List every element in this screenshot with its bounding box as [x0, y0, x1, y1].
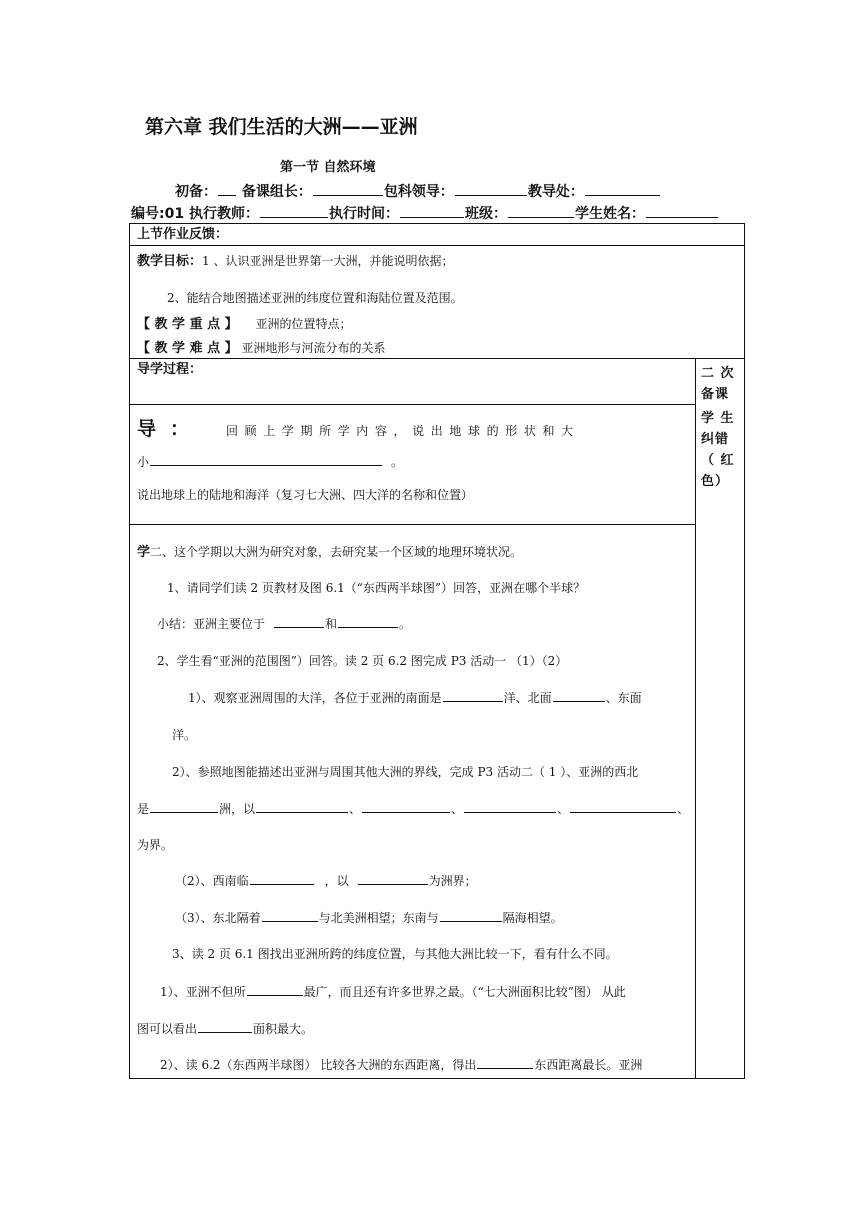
dao-line-2-suffix: 。: [391, 455, 404, 469]
banji-label: 班级：: [464, 206, 507, 222]
chapter-title: 第六章 我们生活的大洲——亚洲: [145, 116, 418, 138]
dao-colon: ：: [170, 418, 190, 440]
section-title: 第一节 自然环境: [280, 160, 376, 175]
q2-2-sep-2: 、: [451, 802, 464, 816]
xue-intro: [137, 545, 522, 560]
xue-summary: [157, 617, 411, 631]
dao-line-2: [137, 455, 403, 469]
zhixing-shijian-label: 执行时间：: [328, 206, 399, 222]
xue-q2-4: [175, 911, 563, 925]
difficulty-label: 【 教 学 难 点 】: [137, 341, 238, 356]
xue-q3: 3、读 2 页 6.1 图找出亚洲所跨的纬度位置，与其他大洲比较一下，看有什么不同。: [172, 947, 618, 961]
beike-zuzhang-label: 备课组长：: [241, 184, 312, 200]
q3-1-b: 最广，而且还有许多世界之最。（“七大洲面积比较”图） 从此: [303, 985, 626, 999]
objectives-line-1: [137, 254, 453, 269]
q2-3-c: 为洲界；: [428, 874, 477, 888]
xue-char: 学: [137, 545, 151, 560]
xue-q2-1: [188, 691, 642, 705]
xue-q3-2: [160, 1058, 642, 1072]
xue-q2-2-d: 为界。: [137, 838, 174, 852]
xue-q2-2-b: [137, 802, 689, 816]
chubei-label: 初备：: [175, 184, 217, 200]
xue-q3-1: [160, 985, 626, 999]
xue-q2-3: [175, 874, 477, 888]
second-prep-label: 二 次 备课: [701, 366, 735, 402]
q2-4-b: 与北美洲相望；东南与: [318, 911, 439, 925]
q2-3-a: （2）、西南临: [175, 874, 249, 888]
correction-label: 学 生 纠错 （ 红 色）: [701, 411, 735, 489]
q3-1-c: 图可以看出: [137, 1022, 198, 1036]
xue-q3-1-c: [137, 1022, 313, 1036]
q2-4-a: （3）、东北隔着: [175, 911, 261, 925]
q2-1-a: 1）、观察亚洲周围的大洋，各位于亚洲的南面是: [188, 691, 442, 705]
q3-2-a: 2）、读 6.2（东西两半球图） 比较各大洲的东西距离，得出: [160, 1058, 477, 1072]
xue-q2-1-d: 洋。: [172, 728, 197, 742]
q2-1-b: 洋、北面: [503, 691, 552, 705]
q2-2-sep-1: 、: [349, 802, 362, 816]
dao-char-text: 导: [137, 418, 157, 440]
jiaodao-chu-label: 教导处：: [527, 184, 584, 200]
xue-q2: 2、学生看“亚洲的范围图”）回答。读 2 页 6.2 图完成 P3 活动一 （1）（2）: [157, 654, 568, 668]
dao-line-1: 回 顾 上 学 期 所 学 内 容 ， 说 出 地 球 的 形 状 和 大: [226, 424, 575, 438]
difficulty-line: [137, 341, 385, 356]
objectives-label: 教学目标：: [137, 254, 203, 269]
header-row-1: [175, 183, 661, 201]
q2-2-sep-3: 、: [557, 802, 570, 816]
summary-end: 。: [399, 617, 412, 631]
q2-2-b: 是: [137, 802, 150, 816]
summary-prefix: 小结：亚洲主要位于: [157, 617, 266, 631]
q2-4-c: 隔海相望。: [502, 911, 563, 925]
xue-q2-2: 2）、参照地图能描述出亚洲与周围其他大洲的界线，完成 P3 活动二（ 1 ）、亚洲的西北: [172, 765, 639, 779]
objective-item-2: 2、能结合地图描述亚洲的纬度位置和海陆位置及范围。: [167, 291, 463, 305]
process-label: 导学过程：: [137, 362, 203, 377]
dao-char: [137, 418, 189, 440]
q2-2-sep-4: 、: [677, 802, 690, 816]
xuesheng-xingming-label: 学生姓名：: [574, 206, 645, 222]
dao-line-2-prefix: 小: [137, 455, 150, 469]
q3-1-a: 1）、亚洲不但所: [160, 985, 246, 999]
dao-review: 说出地球上的陆地和海洋（复习七大洲、四大洋的名称和位置）: [137, 488, 474, 502]
key-point-line: [137, 317, 351, 332]
q3-1-d: 面积最大。: [253, 1022, 314, 1036]
bianhao-label: 编号:01: [131, 206, 185, 222]
header-row-2: [131, 205, 719, 223]
q3-2-b: 东西距离最长。亚洲: [534, 1058, 643, 1072]
feedback-label: 上节作业反馈：: [137, 227, 229, 242]
objective-item-1: 1 、认识亚洲是世界第一大洲，并能说明依据；: [202, 254, 454, 268]
difficulty-text: 亚洲地形与河流分布的关系: [241, 341, 386, 355]
q2-2-c: 洲，以: [219, 802, 256, 816]
xue-intro-text: 二、这个学期以大洲为研究对象，去研究某一个区域的地理环境状况。: [150, 545, 523, 559]
summary-and: 和: [325, 617, 338, 631]
key-point-text: 亚洲的位置特点；: [255, 317, 352, 331]
q2-1-c: 、东面: [605, 691, 642, 705]
key-point-label: 【 教 学 重 点 】: [137, 317, 238, 332]
q2-3-b: ，以: [324, 874, 349, 888]
baoke-lingdao-label: 包科领导：: [383, 184, 454, 200]
xue-q1: 1、请同学们读 2 页教材及图 6.1（“东西两半球图”）回答，亚洲在哪个半球？: [167, 581, 586, 595]
zhixing-jiaoshi-label: 执行教师：: [188, 206, 259, 222]
